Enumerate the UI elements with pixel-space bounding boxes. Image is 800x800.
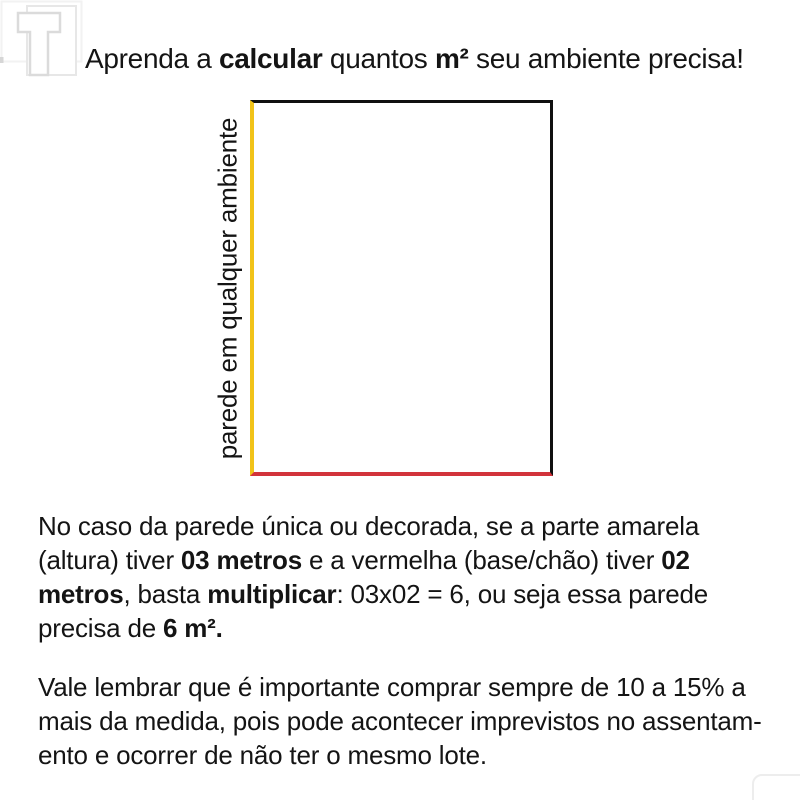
title-segment-bold: m² — [434, 43, 469, 74]
text-segment: (altura) tiver — [38, 545, 181, 575]
text-segment-bold: 6 m². — [162, 613, 223, 643]
page-title — [85, 42, 785, 76]
text-segment: Vale lembrar que é importante comprar sempre de 10 a 15% a — [38, 672, 746, 702]
wall-diagram-rectangle — [250, 100, 553, 476]
text-line — [38, 738, 778, 772]
text-segment-bold: multiplicar — [207, 579, 337, 609]
text-segment-bold: 03 metros — [180, 545, 302, 575]
tip-paragraph — [38, 670, 778, 772]
title-segment-bold: calcular — [219, 43, 323, 74]
text-segment: : 03x02 = 6, ou seja essa parede — [336, 579, 709, 609]
text-segment: precisa de — [38, 613, 163, 643]
corner-watermark-icon — [752, 774, 800, 800]
text-line — [38, 577, 778, 611]
text-segment: mais da medida, pois pode acontecer imprevistos no assentam- — [38, 706, 762, 736]
text-segment-bold: 02 — [661, 545, 690, 575]
text-segment-bold: metros — [38, 579, 124, 609]
text-line — [38, 704, 778, 738]
text-segment: ento e ocorrer de não ter o mesmo lote. — [38, 740, 487, 770]
text-segment: e a vermelha (base/chão) tiver — [301, 545, 662, 575]
text-segment: No caso da parede única ou decorada, se a parte amarela — [38, 511, 700, 541]
wall-label: parede em qualquer ambiente — [212, 117, 243, 459]
text-line — [38, 509, 778, 543]
wall-label-container — [206, 100, 250, 476]
title-segment: quantos — [322, 43, 435, 74]
text-line — [38, 611, 778, 645]
text-segment: , basta — [123, 579, 208, 609]
title-segment: Aprenda a — [85, 43, 219, 74]
text-line — [38, 670, 778, 704]
text-line — [38, 543, 778, 577]
title-segment: seu ambiente precisa! — [468, 43, 744, 74]
brand-t-watermark-icon — [0, 0, 95, 90]
explanation-paragraph — [38, 509, 778, 645]
t-letter-outline-icon — [0, 0, 95, 90]
